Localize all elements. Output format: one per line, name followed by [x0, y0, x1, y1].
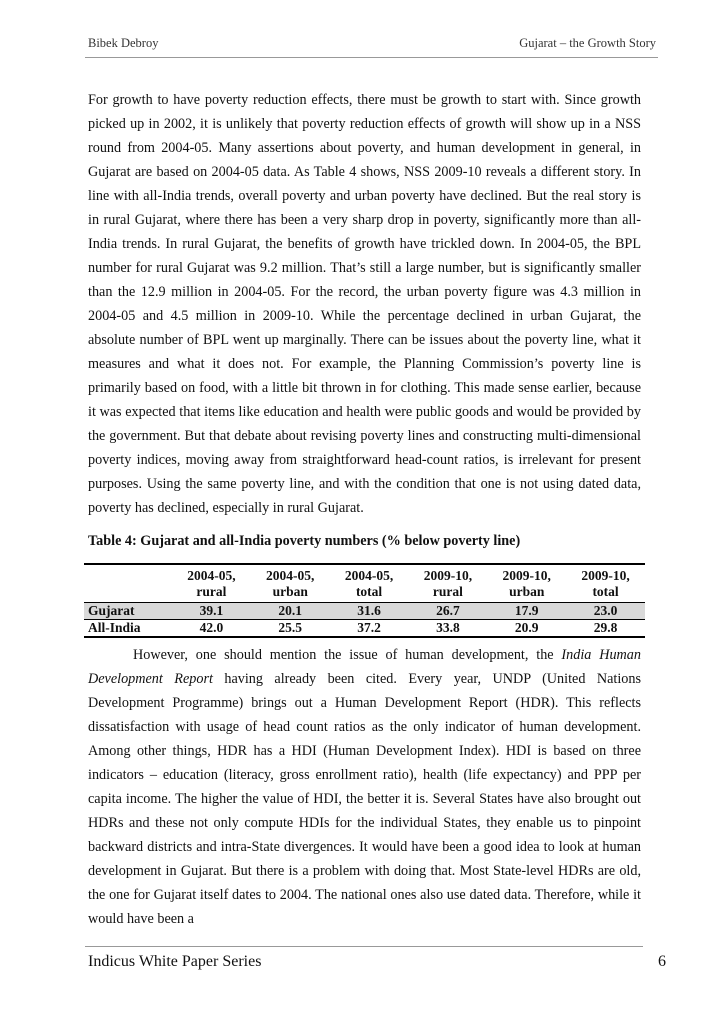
column-header: urban — [272, 584, 308, 599]
table-row — [84, 603, 645, 620]
column-header: total — [592, 584, 619, 599]
column-header: 2004-05, — [172, 564, 251, 584]
table-cell: 20.9 — [487, 620, 566, 638]
footer-series: Indicus White Paper Series — [88, 953, 262, 970]
table-cell: 20.1 — [251, 603, 330, 620]
body-paragraph: For growth to have poverty reduction effects, there must be growth to start with. Since growth picked up in 2002, it is unlikely that poverty reduction effects of growth will show up in a NSS round from 2004-05. Many assertions about poverty, and human development in general, in Gujarat are based on 2004-05 data. As Table 4 shows, NSS 2009-10 reveals a different story. In line with all-India trends, overall poverty and urban poverty have declined. But the real story is in rural Gujarat, where there has been a very sharp drop in poverty, significantly more than all-India trends. In rural Gujarat, the benefits of growth have trickled down. In 2004-05, the BPL number for rural Gujarat was 9.2 million. That’s still a large number, but is significantly smaller than the 12.9 million in 2004-05. For the record, the urban poverty figure was 4.3 million in 2004-05 and 4.5 million in 2009-10. While the percentage declined in urban Gujarat, the absolute number of BPL went up marginally. There can be issues about the poverty line, what it measures and what it does not. For example, the Planning Commission’s poverty line is primarily based on food, with a little bit thrown in for clothing. This made sense earlier, because it was expected that items like education and health were public goods and would be provided by the government. But that debate about revising poverty lines and constructing multi-dimensional poverty indices, moving away from straightforward head-count ratios, is irrelevant for present purposes. Using the same poverty line, and with the condition that one is not using dated data, poverty has declined, especially in rural Gujarat. — [88, 92, 641, 516]
body-paragraph — [88, 643, 641, 931]
column-header: rural — [196, 584, 227, 599]
table-cell: 37.2 — [330, 620, 409, 638]
table-caption: Table 4: Gujarat and all-India poverty numbers (% below poverty line) — [88, 533, 521, 549]
column-header: rural — [432, 584, 463, 599]
table-cell: 42.0 — [172, 620, 251, 638]
table-row — [84, 620, 645, 638]
table-cell: 33.8 — [408, 620, 487, 638]
column-header: 2004-05, — [251, 564, 330, 584]
column-header: urban — [509, 584, 545, 599]
table-cell: 25.5 — [251, 620, 330, 638]
table-header-row — [84, 584, 645, 603]
table-corner-cell — [84, 584, 172, 603]
column-header: 2009-10, — [487, 564, 566, 584]
table-header-row — [84, 564, 645, 584]
column-header: total — [355, 584, 383, 599]
table-cell: 17.9 — [487, 603, 566, 620]
running-header-title: Gujarat – the Growth Story — [519, 36, 656, 50]
footer-divider — [85, 946, 643, 947]
table-cell: 23.0 — [566, 603, 645, 620]
report-title-italic: India Human Development Report — [88, 647, 641, 687]
table-cell: 29.8 — [566, 620, 645, 638]
table-cell: 31.6 — [330, 603, 409, 620]
column-header: 2004-05, — [330, 564, 409, 584]
table-cell: 26.7 — [408, 603, 487, 620]
table-corner-cell — [84, 564, 172, 584]
poverty-table — [84, 563, 645, 638]
row-label: All-India — [84, 620, 172, 638]
row-label: Gujarat — [84, 603, 172, 620]
page-number: 6 — [658, 953, 666, 970]
column-header: 2009-10, — [566, 564, 645, 584]
header-divider — [85, 57, 658, 58]
column-header: 2009-10, — [408, 564, 487, 584]
paragraph-text: having already been cited. Every year, UNDP (United Nations Development Programme) brings out a Human Development Report (HDR). This reflects dissatisfaction with usage of head count ratios as the only indicator of human development. Among other things, HDR has a HDI (Human Development Index). HDI is based on three indicators – education (literacy, gross enrollment ratio), health (life expectancy) and PPP per capita income. The higher the value of HDI, the better it is. Several States have also brought out HDRs and these not only compute HDIs for the individual States, they enable us to pinpoint backward districts and intra-State divergences. It would have been a good idea to look at human development in Gujarat. But there is a problem with doing that. Most State-level HDRs are old, the one for Gujarat itself dates to 2004. The national ones also use dated data. Therefore, while it would have been a — [88, 671, 641, 927]
table-cell: 39.1 — [172, 603, 251, 620]
running-header-author: Bibek Debroy — [88, 36, 159, 50]
paragraph-text: However, one should mention the issue of human development, the — [133, 647, 562, 663]
